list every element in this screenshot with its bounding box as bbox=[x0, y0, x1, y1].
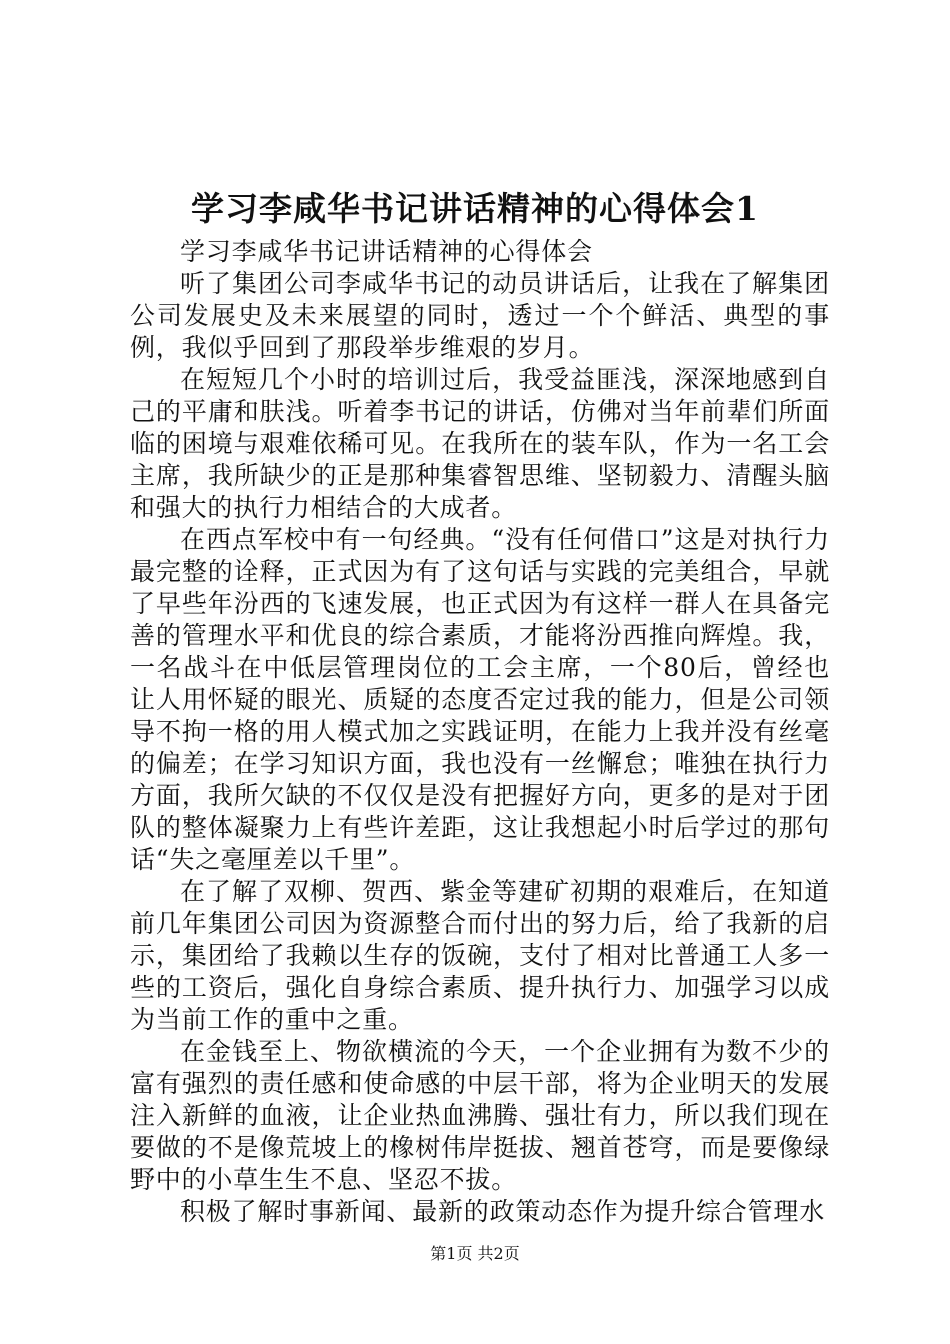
document-body bbox=[130, 236, 830, 1228]
body-paragraph: 积极了解时事新闻、最新的政策动态作为提升综合管理水 bbox=[180, 1197, 826, 1226]
page-number-footer: 第1页 共2页 bbox=[430, 1244, 520, 1263]
body-paragraph: 在西点军校中有一句经典。“没有任何借口”这是对执行力最完整的诠释，正式因为有了这句话与实践的完美组合，早就了早些年汾西的飞速发展，也正式因为有这样一群人在具备完善的管理水平和优良的综合素质，才能将汾西推向辉煌。我，一名战斗在中低层管理岗位的工会主席，一个80后，曾经也让人用怀疑的眼光、质疑的态度否定过我的能力，但是公司领导不拘一格的用人模式加之实践证明，在能力上我并没有丝毫的偏差；在学习知识方面，我也没有一丝懈怠；唯独在执行力方面，我所欠缺的不仅仅是没有把握好方向，更多的是对于团队的整体凝聚力上有些许差距，这让我想起小时后学过的那句话“失之毫厘差以千里”。 bbox=[130, 525, 830, 874]
body-paragraph: 在了解了双柳、贺西、紫金等建矿初期的艰难后，在知道前几年集团公司因为资源整合而付出的努力后，给了我新的启示，集团给了我赖以生存的饭碗，支付了相对比普通工人多一些的工资后，强化自身综合素质、提升执行力、加强学习以成为当前工作的重中之重。 bbox=[130, 877, 830, 1034]
document-title: 学习李咸华书记讲话精神的心得体会1 bbox=[191, 189, 759, 228]
body-paragraph: 听了集团公司李咸华书记的动员讲话后，让我在了解集团公司发展史及未来展望的同时，透过一个个鲜活、典型的事例，我似乎回到了那段举步维艰的岁月。 bbox=[130, 269, 830, 362]
body-paragraph: 在短短几个小时的培训过后，我受益匪浅，深深地感到自己的平庸和肤浅。听着李书记的讲话，仿佛对当年前辈们所面临的困境与艰难依稀可见。在我所在的装车队，作为一名工会主席，我所缺少的正是那种集睿智思维、坚韧毅力、清醒头脑和强大的执行力相结合的大成者。 bbox=[130, 365, 830, 522]
body-paragraph: 在金钱至上、物欲横流的今天，一个企业拥有为数不少的富有强烈的责任感和使命感的中层干部，将为企业明天的发展注入新鲜的血液，让企业热血沸腾、强壮有力，所以我们现在要做的不是像荒坡上的橡树伟岸挺拔、翘首苍穹，而是要像绿野中的小草生生不息、坚忍不拔。 bbox=[130, 1037, 830, 1194]
body-paragraph: 学习李咸华书记讲话精神的心得体会 bbox=[180, 237, 593, 266]
